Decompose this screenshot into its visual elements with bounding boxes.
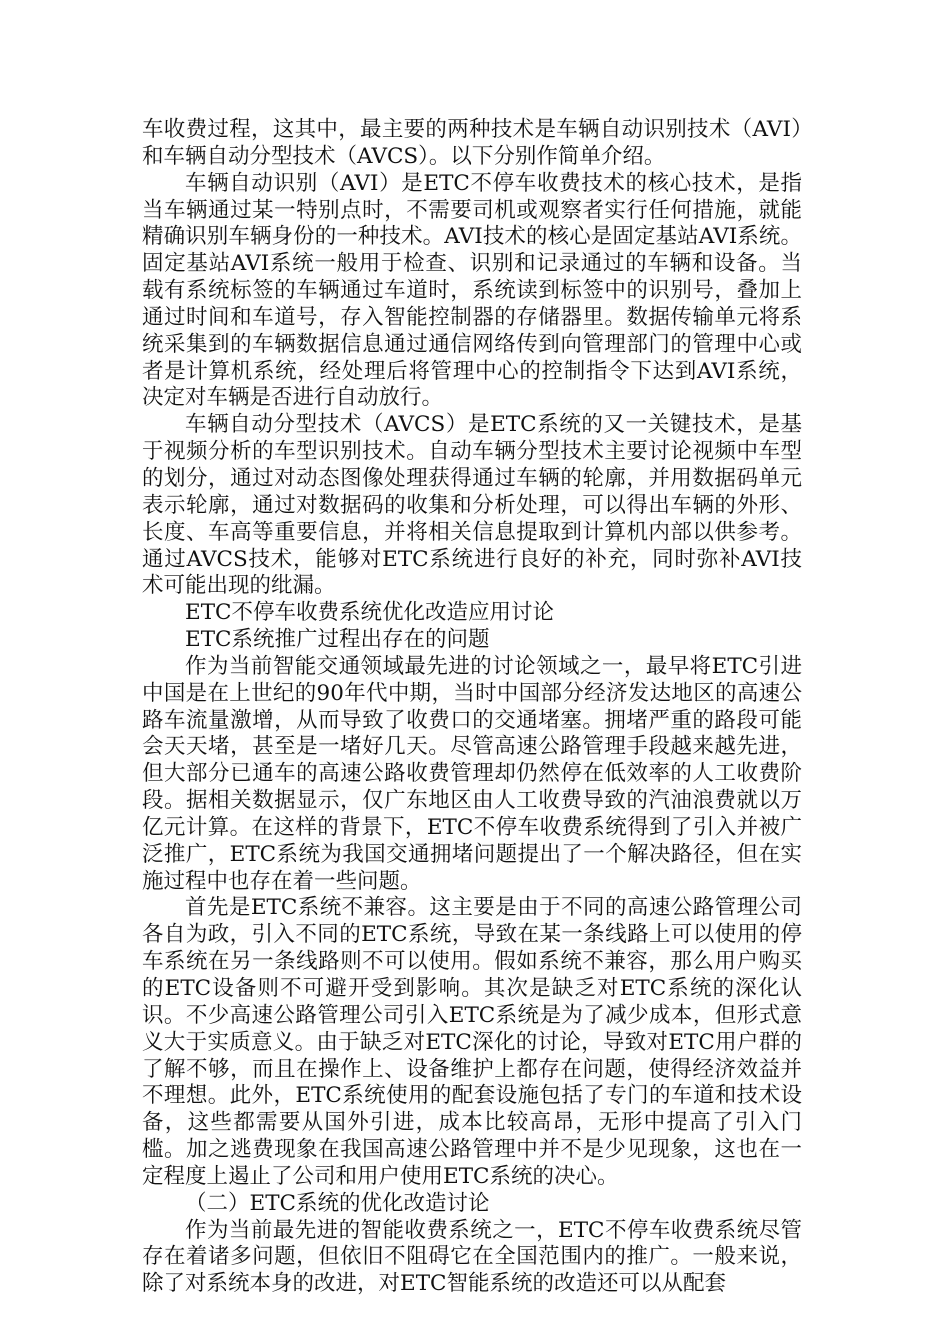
- paragraph-etc-history: 作为当前智能交通领域最先进的讨论领域之一，最早将ETC引进中国是在上世纪的90年代中期，当时中国部分经济发达地区的高速公路车流量激增，从而导致了收费口的交通堵塞。拥堵严重的路段可能会天天堵，甚至是一堵好几天。尽管高速公路管理手段越来越先进，但大部分已通车的高速公路收费管理却仍然停在低效率的人工收费阶段。据相关数据显示，仅广东地区由人工收费导致的汽油浪费就以万亿元计算。在这样的背景下，ETC不停车收费系统得到了引入并被广泛推广，ETC系统为我国交通拥堵问题提出了一个解决路径，但在实施过程中也存在着一些问题。: [142, 653, 802, 894]
- section-heading-etc-optimization: ETC不停车收费系统优化改造应用讨论: [185, 600, 554, 626]
- paragraph-etc-issues: 首先是ETC系统不兼容。这主要是由于不同的高速公路管理公司各自为政，引入不同的ETC系统，导致在某一条线路上可以使用的停车系统在另一条线路则不可以使用。假如系统不兼容，那么用户购买的ETC设备则不可避开受到影响。其次是缺乏对ETC系统的深化认识。不少高速公路管理公司引入ETC系统是为了减少成本，但形式意义大于实质意义。由于缺乏对ETC深化的讨论，导致对ETC用户群的了解不够，而且在操作上、设备维护上都存在问题，使得经济效益并不理想。此外，ETC系统使用的配套设施包括了专门的车道和技术设备，这些都需要从国外引进，成本比较高昂，无形中提高了引入门槛。加之逃费现象在我国高速公路管理中并不是少见现象，这也在一定程度上遏止了公司和用户使用ETC系统的决心。: [142, 895, 802, 1189]
- document-body: [142, 117, 802, 1298]
- paragraph-avcs: 车辆自动分型技术（AVCS）是ETC系统的又一关键技术，是基于视频分析的车型识别技术。自动车辆分型技术主要讨论视频中车型的划分，通过对动态图像处理获得通过车辆的轮廓，并用数据码单元表示轮廓，通过对数据码的收集和分析处理，可以得出车辆的外形、长度、车高等重要信息，并将相关信息提取到计算机内部以供参考。通过AVCS技术，能够对ETC系统进行良好的补充，同时弥补AVI技术可能出现的纰漏。: [142, 412, 802, 599]
- paragraph-avi: 车辆自动识别（AVI）是ETC不停车收费技术的核心技术，是指当车辆通过某一特别点时，不需要司机或观察者实行任何措施，就能精确识别车辆身份的一种技术。AVI技术的核心是固定基站AVI系统。固定基站AVI系统一般用于检查、识别和记录通过的车辆和设备。当载有系统标签的车辆通过车道时，系统读到标签中的识别号，叠加上通过时间和车道号，存入智能控制器的存储器里。数据传输单元将系统采集到的车辆数据信息通过通信网络传到向管理部门的管理中心或者是计算机系统，经处理后将管理中心的控制指令下达到AVI系统，决定对车辆是否进行自动放行。: [142, 170, 802, 411]
- paragraph-intro-continued: 车收费过程，这其中，最主要的两种技术是车辆自动识别技术（AVI）和车辆自动分型技术（AVCS）。以下分别作简单介绍。: [142, 117, 802, 169]
- paragraph-optimization: 作为当前最先进的智能收费系统之一，ETC不停车收费系统尽管存在着诸多问题，但依旧不阻碍它在全国范围内的推广。一般来说，除了对系统本身的改进，对ETC智能系统的改造还可以从配套: [142, 1217, 802, 1297]
- subsection-heading-optimization: （二）ETC系统的优化改造讨论: [185, 1190, 490, 1216]
- subsection-heading-problems: ETC系统推广过程出存在的问题: [185, 627, 490, 653]
